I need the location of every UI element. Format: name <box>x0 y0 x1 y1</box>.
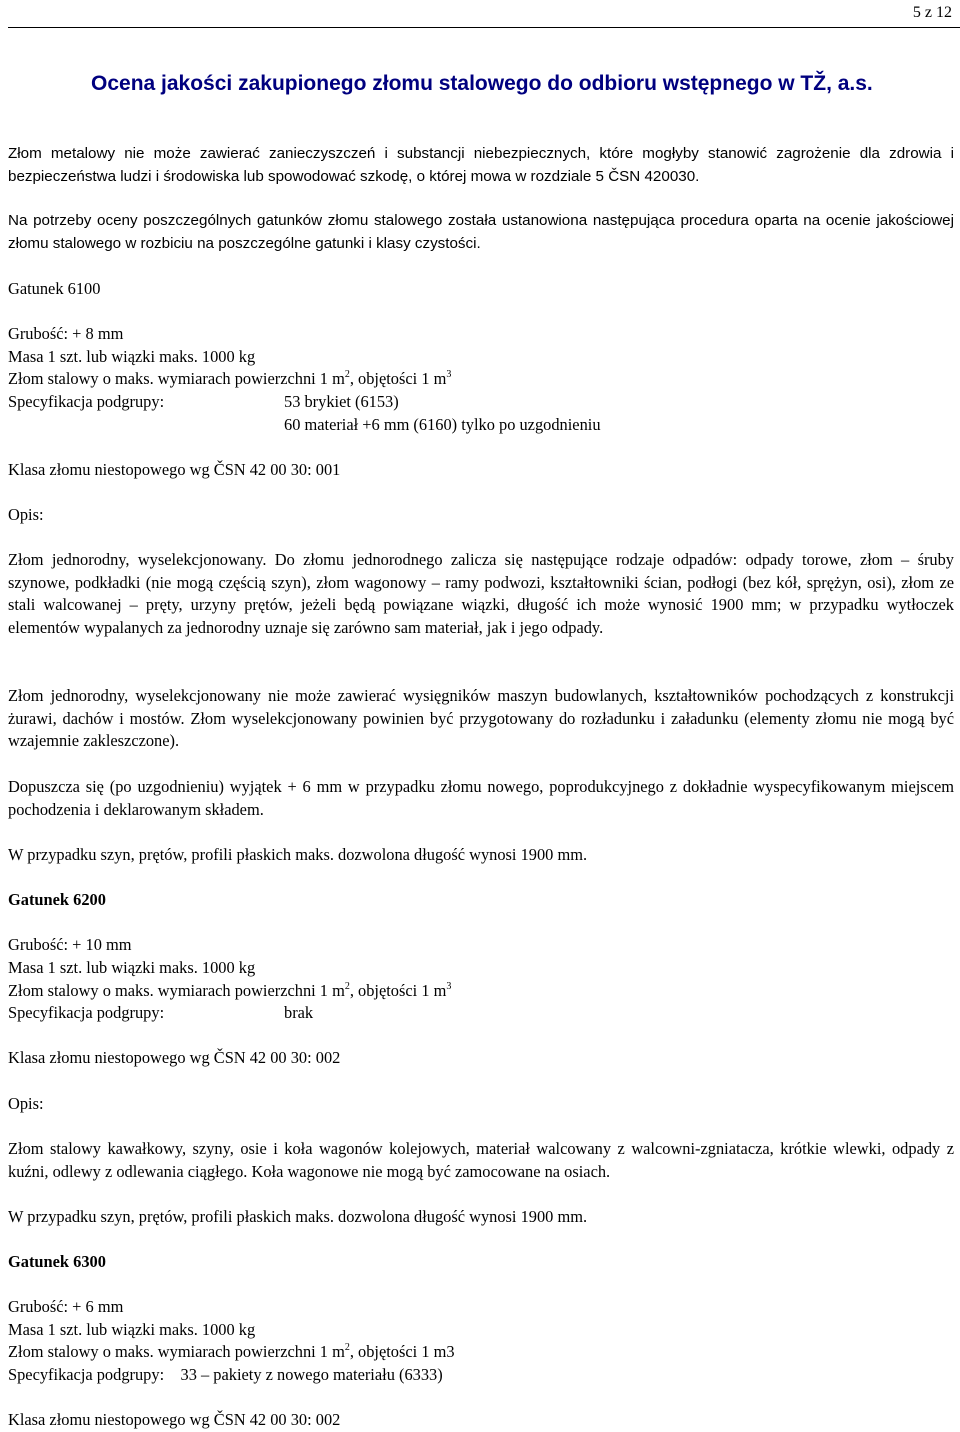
grade-6200-thickness: Grubość: + 10 mm <box>8 935 132 954</box>
grade-6100-mass: Masa 1 szt. lub wiązki maks. 1000 kg <box>8 347 256 366</box>
grade-6300-dimensions: Złom stalowy o maks. wymiarach powierzchni 1 $m^2$, objętości 1 m3 <box>8 1341 455 1361</box>
grade-6100-desc-3: Dopuszcza się (po uzgodnieniu) wyjątek + 6 mm w przypadku złomu nowego, poprodukcyjnego z dokładnie wyspecyfikowanym miejscem pochodzenia i deklarowanym składem. <box>8 777 954 819</box>
grade-6100-heading: Gatunek 6100 <box>8 279 101 298</box>
grade-6200-dimensions: Złom stalowy o maks. wymiarach powierzchni 1 $m^2$, objętości 1 $m^3$ <box>8 980 452 1000</box>
grade-6200-class: Klasa złomu niestopowego wg ČSN 42 00 30: 002 <box>8 1048 341 1067</box>
grade-6100-desc-2: Złom jednorodny, wyselekcjonowany nie może zawierać wysięgników maszyn budowlanych, kształtowników pochodzących z konstrukcji żurawi, dachów i mostów. Złom wyselekcjonowany powinien być przygotowany do rozładunku i załadunku (elementy złomu nie mogą być wzajemnie zakleszczone). <box>8 686 954 750</box>
grade-6200-heading: Gatunek 6200 <box>8 890 106 909</box>
grade-6100-spec-2: 60 materiał +6 mm (6160) tylko po uzgodnieniu <box>284 415 601 434</box>
grade-6200-opis: Opis: <box>8 1094 44 1113</box>
grade-6200-spec-label: Specyfikacja podgrupy: <box>8 1003 165 1022</box>
grade-6200-desc-1: Złom stalowy kawałkowy, szyny, osie i koła wagonów kolejowych, materiał walcowany z walcowni-zgniatacza, krótkie wlewki, odpady z kuźni, odlewy z odlewania ciągłego. Koła wagonowe nie mogą być zamocowane na osiach. <box>8 1139 954 1181</box>
grade-6300-heading: Gatunek 6300 <box>8 1252 106 1271</box>
grade-6200-desc-2: W przypadku szyn, prętów, profili płaskich maks. dozwolona długość wynosi 1900 mm. <box>8 1207 588 1226</box>
grade-6100-dimensions: Złom stalowy o maks. wymiarach powierzchni 1 $m^2$, objętości 1 $m^3$ <box>8 368 452 388</box>
page-number: 5 z 12 <box>912 4 952 21</box>
grade-6100-opis: Opis: <box>8 505 44 524</box>
grade-6300-class: Klasa złomu niestopowego wg ČSN 42 00 30: 002 <box>8 1410 341 1429</box>
grade-6100-desc-4: W przypadku szyn, prętów, profili płaskich maks. dozwolona długość wynosi 1900 mm. <box>8 845 588 864</box>
document-title: Ocena jakości zakupionego złomu stalowego do odbioru wstępnego w TŽ, a.s. <box>91 72 873 95</box>
header-rule <box>8 27 960 28</box>
grade-6100-spec-label: Specyfikacja podgrupy: <box>8 392 165 411</box>
grade-6300-spec: Specyfikacja podgrupy: 33 – pakiety z nowego materiału (6333) <box>8 1365 443 1384</box>
grade-6300-thickness: Grubość: + 6 mm <box>8 1297 124 1316</box>
grade-6200-mass: Masa 1 szt. lub wiązki maks. 1000 kg <box>8 958 256 977</box>
grade-6100-thickness: Grubość: + 8 mm <box>8 324 124 343</box>
grade-6200-spec-1: brak <box>284 1003 314 1022</box>
intro-paragraph-2: Na potrzeby oceny poszczególnych gatunków złomu stalowego została ustanowiona następująca procedura oparta na ocenie jakościowej złomu stalowego w rozbiciu na poszczególne gatunki i klasy czystości. <box>8 212 954 252</box>
intro-paragraph-1: Złom metalowy nie może zawierać zanieczyszczeń i substancji niebezpiecznych, które mogłyby stanowić zagrożenie dla zdrowia i bezpieczeństwa ludzi i środowiska lub spowodować szkodę, o której mowa w rozdziale 5 ČSN 420030. <box>8 145 954 185</box>
grade-6100-desc-1: Złom jednorodny, wyselekcjonowany. Do złomu jednorodnego zalicza się następujące rodzaje odpadów: odpady torowe, złom – śruby szynowe, podkładki (nie mogą częścią szyn), złom wagonowy – ramy podwozi, kształtowniki ścian, podłogi (bez kół, sprężyn, osi), złom ze stali walcowanej – pręty, urzyny prętów, jeżeli będą powiązane wiązki, długość ich może wynosić 1900 mm; w przypadku wytłoczek elementów wypalanych za jednorodny uznaje się zarówno sam materiał, jak i jego odpady. <box>8 550 954 637</box>
grade-6100-class: Klasa złomu niestopowego wg ČSN 42 00 30: 001 <box>8 460 341 479</box>
grade-6300-mass: Masa 1 szt. lub wiązki maks. 1000 kg <box>8 1320 256 1339</box>
grade-6100-spec-1: 53 brykiet (6153) <box>284 392 399 411</box>
